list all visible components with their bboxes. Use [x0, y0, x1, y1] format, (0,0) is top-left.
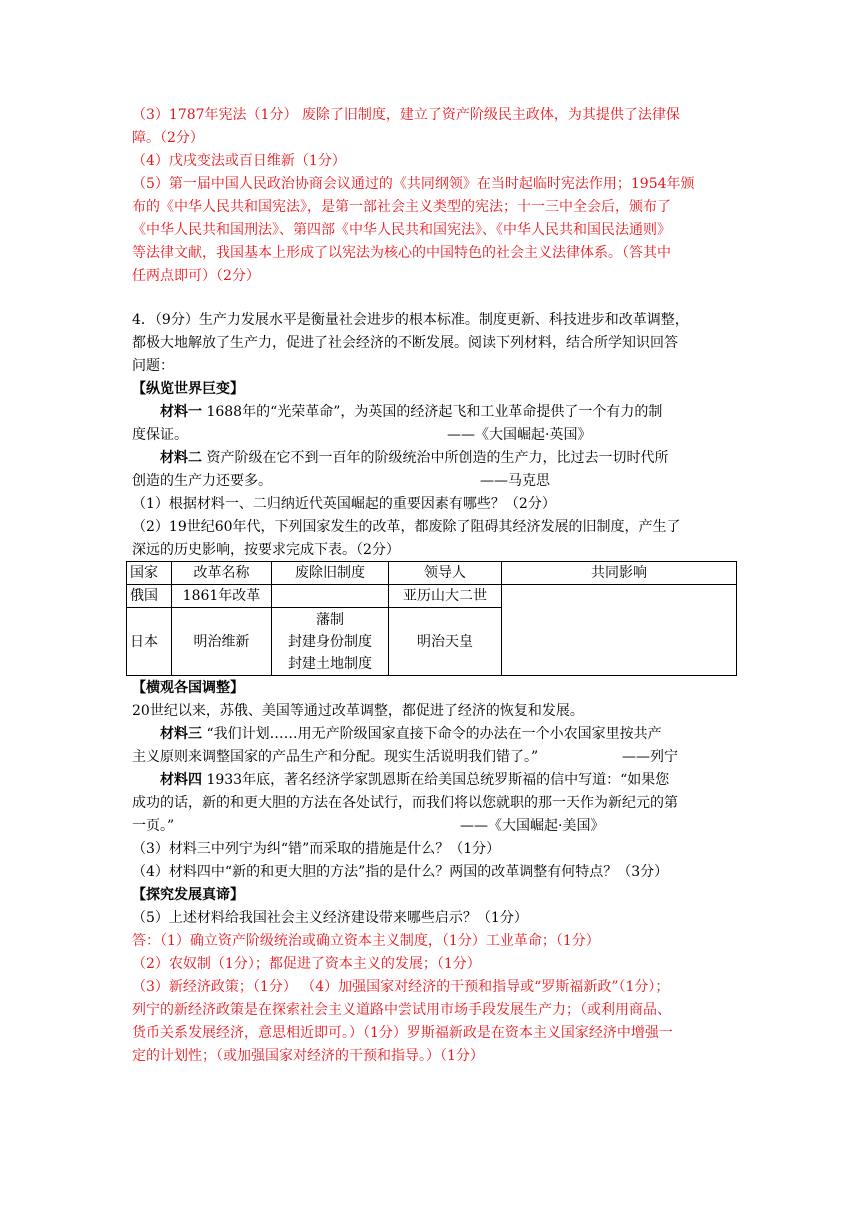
question4-intro: 4．（9分）生产力发展水平是衡量社会进步的根本标准。制度更新、科技进步和改革调整，	[132, 312, 689, 328]
material-one	[160, 401, 662, 423]
material-three	[160, 723, 662, 745]
question4-intro: 都极大地解放了生产力，促进了社会经济的不断发展。阅读下列材料，结合所学知识回答	[132, 335, 678, 351]
answer-q3-line: 任两点即可）（2分）	[132, 268, 260, 284]
answer-q3-line: 障。（2分）	[132, 130, 204, 146]
answer-q4-line: （3）新经济政策；（1分） （4）加强国家对经济的干预和指导或“罗斯福新政”（1分）；	[132, 979, 670, 995]
material-label: 材料三	[160, 726, 202, 742]
material-text: 1688年的“光荣革命”，为英国的经济起飞和工业革命提供了一个有力的制	[202, 404, 663, 420]
answer-q3-line: （3）1787年宪法（1分） 废除了旧制度，建立了资产阶级民主政体，为其提供了法律保	[132, 107, 680, 123]
sub-question: （3）材料三中列宁为纠“错”而采取的措施是什么？（1分）	[132, 841, 501, 857]
table-header: 废除旧制度	[272, 562, 389, 585]
material-four	[160, 769, 669, 791]
table-cell-leader: 明治天皇	[389, 608, 502, 676]
table-cell-country: 俄国	[127, 585, 172, 608]
material-text: 创造的生产力还要多。	[132, 473, 272, 489]
table-cell-reform: 1861年改革	[172, 585, 272, 608]
sub-question: （4）材料四中“新的和更大胆的方法”指的是什么？两国的改革调整有何特点？（3分）	[132, 864, 669, 880]
section-intro: 20世纪以来，苏俄、美国等通过改革调整，都促进了经济的恢复和发展。	[132, 703, 584, 719]
material-source: ——《大国崛起·英国》	[447, 427, 592, 443]
material-text: 成功的话，新的和更大胆的方法在各处试行，而我们将以您就职的那一天作为新纪元的第	[132, 795, 678, 811]
answer-q4-line: 列宁的新经济政策是在探索社会主义道路中尝试用市场手段发展生产力；（或利用商品、	[132, 1002, 671, 1018]
answer-q3-line: 等法律文献，我国基本上形成了以宪法为核心的中国特色的社会主义法律体系。（答其中	[132, 245, 671, 261]
table-cell-common-effect	[502, 585, 737, 676]
answer-q4-line: 答：（1）确立资产阶级统治或确立资本主义制度，（1分）工业革命；（1分）	[132, 933, 600, 949]
table-header-row	[127, 562, 737, 585]
table-header: 国家	[127, 562, 172, 585]
material-two	[160, 447, 668, 469]
material-source: ——《大国崛起·美国》	[460, 818, 605, 834]
section-heading: 【纵览世界巨变】	[132, 381, 244, 397]
answer-q3-line: 布的《中华人民共和国宪法》，是第一部社会主义类型的宪法；十一三中全会后，颁布了	[132, 199, 671, 215]
table-cell-abolished	[272, 585, 389, 608]
table-cell-reform: 明治维新	[172, 608, 272, 676]
abolished-item: 藩制	[316, 611, 344, 628]
material-label: 材料二	[160, 450, 202, 466]
material-text: 资产阶级在它不到一百年的阶级统治中所创造的生产力，比过去一切时代所	[202, 450, 669, 466]
table-cell-leader: 亚历山大二世	[389, 585, 502, 608]
material-source: ——马克思	[480, 473, 550, 489]
sub-question: （5）上述材料给我国社会主义经济建设带来哪些启示？（1分）	[132, 910, 528, 926]
table-header: 共同影响	[502, 562, 737, 585]
question4-intro: 问题：	[132, 358, 174, 374]
material-text: 一页。”	[132, 818, 175, 834]
abolished-item: 封建身份制度	[288, 633, 372, 650]
abolished-item: 封建土地制度	[288, 655, 372, 672]
material-label: 材料四	[160, 772, 202, 788]
sub-question: 深远的历史影响，按要求完成下表。（2分）	[132, 542, 400, 558]
reform-table	[126, 561, 737, 676]
answer-q4-line: （2）农奴制（1分）；都促进了资本主义的发展；（1分）	[132, 956, 481, 972]
section-heading: 【横观各国调整】	[132, 680, 244, 696]
answer-q3-line: （4）戊戌变法或百日维新（1分）	[132, 153, 346, 169]
answer-q4-line: 定的计划性；（或加强国家对经济的干预和指导。）（1分）	[132, 1048, 484, 1064]
material-source: ——列宁	[622, 749, 678, 765]
sub-question: （2）19世纪60年代，下列国家发生的改革，都废除了阻碍其经济发展的旧制度，产生了	[132, 519, 681, 535]
answer-q4-line: 货币关系发展经济，意思相近即可。）（1分）罗斯福新政是在资本主义国家经济中增强一	[132, 1025, 673, 1041]
table-header: 领导人	[389, 562, 502, 585]
material-text: 主义原则来调整国家的产品生产和分配。现实生活说明我们错了。”	[132, 749, 539, 765]
table-cell-country: 日本	[127, 608, 172, 676]
table-cell-abolished	[272, 608, 389, 676]
material-text: 1933年底，著名经济学家凯恩斯在给美国总统罗斯福的信中写道：“如果您	[202, 772, 670, 788]
material-label: 材料一	[160, 404, 202, 420]
sub-question: （1）根据材料一、二归纳近代英国崛起的重要因素有哪些？（2分）	[132, 496, 556, 512]
table-row	[127, 585, 737, 608]
material-text: “我们计划……用无产阶级国家直接下命令的办法在一个小农国家里按共产	[202, 726, 662, 742]
section-heading: 【探究发展真谛】	[132, 887, 244, 903]
answer-q3-line: （5）第一届中国人民政治协商会议通过的《共同纲领》在当时起临时宪法作用；1954年颁	[132, 176, 695, 192]
material-text: 度保证。	[132, 427, 188, 443]
answer-q3-line: 《中华人民共和国刑法》、第四部《中华人民共和国宪法》、《中华人民共和国民法通则》	[132, 222, 671, 238]
table-header: 改革名称	[172, 562, 272, 585]
